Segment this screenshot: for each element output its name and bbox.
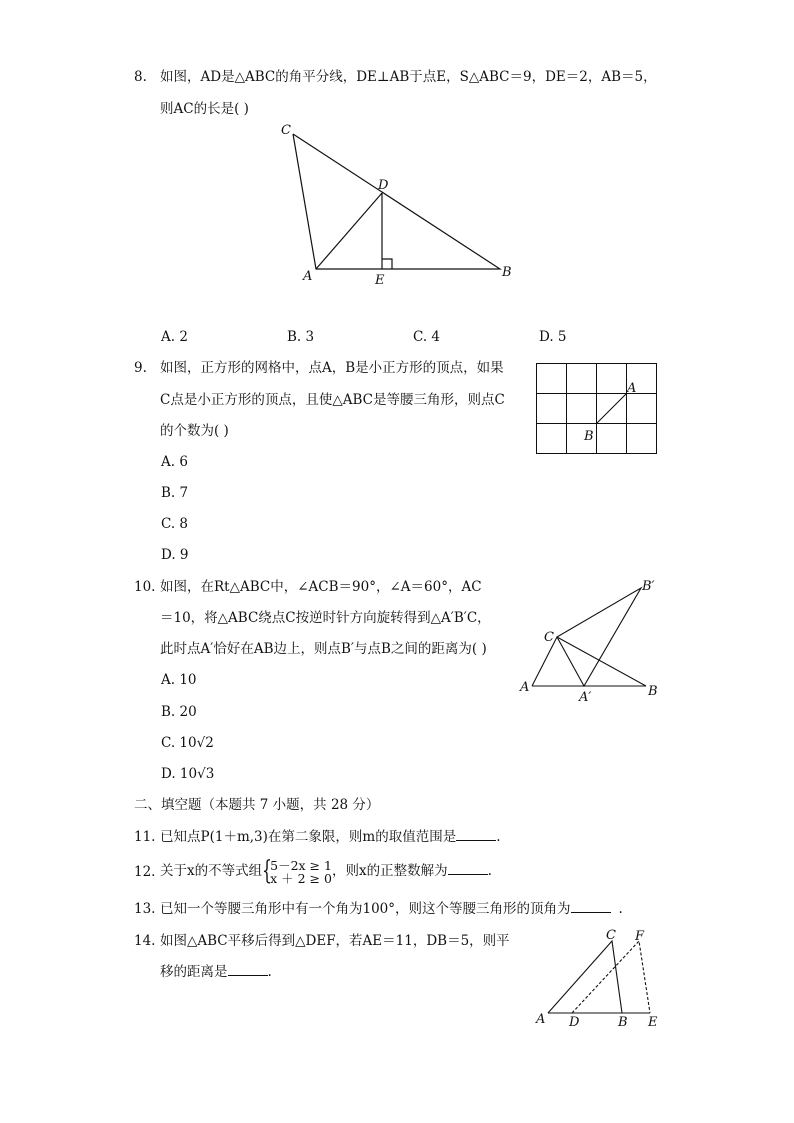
q12-number: 12. [134, 864, 156, 880]
q10-option-a: A. 10 [161, 672, 197, 688]
q12-inequality-system [262, 855, 332, 886]
q9-option-a: A. 6 [161, 454, 188, 470]
q10-figure [515, 578, 665, 703]
q14-triangle-def [572, 941, 650, 1013]
q8-option-a: A. 2 [161, 329, 188, 345]
q10-label-b: B [648, 684, 658, 699]
q11-answer-blank[interactable] [456, 828, 496, 841]
q14-label-c: C [606, 928, 616, 943]
q9-option-b: B. 7 [161, 485, 189, 501]
q14-figure [534, 928, 664, 1033]
q12-brace-icon: { [262, 855, 273, 886]
q10-option-d: D. 10√3 [161, 766, 215, 782]
q13-text-before: 已知一个等腰三角形中有一个角为100°，则这个等腰三角形的顶角为 [160, 901, 571, 917]
q10-triangle-a2b2c [557, 588, 641, 686]
q8-text-line1: 如图，AD是△ABC的角平分线，DE⊥AB于点E，S△ABC＝9，DE＝2，AB＝5， [160, 69, 657, 85]
q8-label-a: A [303, 269, 313, 284]
q8-option-c: C. 4 [413, 329, 441, 345]
q14-text-line1: 如图△ABC平移后得到△DEF，若AE＝11，DB＝5，则平 [160, 933, 510, 949]
q14-triangle-abc [548, 941, 622, 1013]
q14-label-d: D [569, 1015, 580, 1030]
q13-end: . [618, 901, 623, 917]
q11-number: 11. [134, 829, 156, 845]
q12-text-after: ，则x的正整数解为 [331, 863, 448, 879]
q8-segment-ad [316, 193, 382, 269]
q13-answer-blank[interactable] [571, 900, 611, 913]
q14-label-e: E [648, 1015, 658, 1030]
q9-option-d: D. 9 [161, 547, 189, 563]
q12-text-before: 关于x的不等式组 [160, 863, 263, 879]
q8-text-line2: 则AC的长是( ) [160, 101, 249, 117]
q14-label-b: B [618, 1015, 628, 1030]
q8-right-angle-mark [382, 259, 392, 269]
q9-text-line3: 的个数为( ) [160, 423, 229, 439]
q12-text [160, 855, 492, 887]
q11-text-after: . [496, 829, 501, 845]
q8-label-e: E [375, 273, 385, 288]
q9-number: 9. [134, 360, 147, 376]
q14-label-a: A [536, 1012, 546, 1027]
q9-grid-figure [536, 363, 660, 457]
q14-answer-blank[interactable] [228, 963, 268, 976]
q9-text-line1: 如图，正方形的网格中，点A，B是小正方形的顶点，如果 [160, 360, 504, 376]
q10-text-line1: 如图，在Rt△ABC中，∠ACB＝90°，∠A＝60°，AC [160, 579, 482, 595]
q10-label-b-prime: B′ [642, 579, 655, 594]
q14-number: 14. [134, 933, 156, 949]
q8-label-d: D [378, 178, 389, 193]
q10-label-a-prime: A′ [579, 690, 592, 705]
q14-text-before: 移的距离是 [160, 964, 228, 980]
q10-option-b: B. 20 [161, 704, 197, 720]
q9-text-line2: C点是小正方形的顶点，且使△ABC是等腰三角形，则点C [160, 392, 505, 408]
q8-triangle-abc [293, 134, 500, 269]
q10-label-c: C [544, 630, 554, 645]
q14-text-line2 [160, 963, 272, 981]
q9-segment-ab [597, 394, 627, 424]
q8-number: 8. [134, 69, 147, 85]
q9-option-c: C. 8 [161, 516, 189, 532]
q10-number: 10. [134, 579, 156, 595]
q8-label-b: B [502, 265, 512, 280]
q11-text [160, 828, 501, 846]
q12-end: . [487, 863, 492, 879]
q10-text-line3: 此时点A′恰好在AB边上，则点B′与点B之间的距离为( ) [160, 641, 487, 657]
section-2-heading: 二、填空题（本题共 7 小题，共 28 分） [134, 797, 380, 813]
q8-option-d: D. 5 [539, 329, 567, 345]
q8-figure [280, 120, 520, 290]
q13-number: 13. [134, 901, 156, 917]
q10-label-a: A [520, 680, 530, 695]
q13-text [160, 900, 623, 918]
q10-text-line2: ＝10，将△ABC绕点C按逆时针方向旋转得到△A′B′C， [160, 610, 491, 626]
q14-label-f: F [635, 929, 645, 944]
q14-end: . [267, 964, 272, 980]
q8-option-b: B. 3 [287, 329, 315, 345]
q10-option-c: C. 10√2 [161, 735, 214, 751]
q12-answer-blank[interactable] [448, 862, 488, 875]
q9-label-a: A [627, 381, 637, 396]
q12-inequality-1: 5－2x ≥ 1 [270, 857, 332, 873]
q12-inequality-2: x ＋ 2 ≥ 0 [270, 870, 332, 886]
q11-text-before: 已知点P(1＋m,3)在第二象限，则m的取值范围是 [160, 829, 457, 845]
q8-label-c: C [281, 123, 291, 138]
q9-label-b: B [584, 429, 594, 444]
